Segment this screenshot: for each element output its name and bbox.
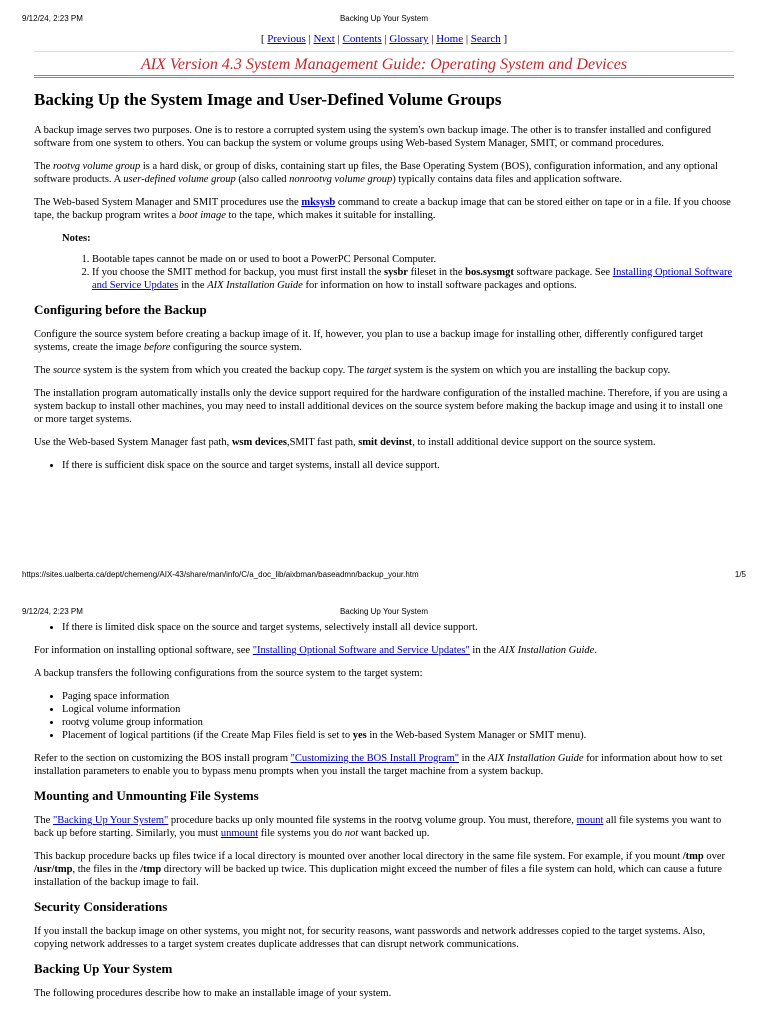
installing-optional-software-link[interactable]: Installing Optional Software and Service Updates: [92, 267, 733, 291]
disk-space-list: [34, 459, 734, 472]
procedures-paragraph: The following procedures describe how to make an installable image of your system.: [34, 988, 392, 999]
nav-divider: [34, 51, 734, 52]
mount-link[interactable]: mount: [576, 815, 604, 826]
header-title: Backing Up Your System: [339, 607, 429, 616]
list-item: • If there is limited disk space on the source and target systems, selectively install all device support.: [62, 621, 734, 634]
section-heading-backing-up: Backing Up Your System: [34, 961, 173, 976]
title-divider: [34, 75, 734, 78]
nav-previous-link[interactable]: Previous: [267, 33, 306, 45]
list-item: • Logical volume information: [62, 703, 734, 716]
list-item: 1. Bootable tapes cannot be made on or used to boot a PowerPC Personal Computer.: [92, 253, 734, 266]
notes-list: [34, 253, 734, 292]
backing-up-your-system-link[interactable]: "Backing Up Your System": [52, 815, 169, 826]
twice-paragraph: This backup procedure backs up files twice if a local directory is mounted over another local directory in the same file system. For example, if you mount /tmp over /usr/tmp, the files in the /tmp directory will be backed up twice. This duplication might exceed the number of files a file system can hold, which can cause a future installation of the backup image to fail.: [34, 851, 726, 888]
list-item: 2. If you choose the SMIT method for backup, you must first install the sysbr fileset in the bos.sysmgt software package. See Installing Optional Software and Service Updates in the AIX Installation Guide for information on how to install software packages and options.: [92, 266, 734, 292]
list-item: • Paging space information: [62, 690, 734, 703]
section-heading-mounting: Mounting and Unmounting File Systems: [34, 788, 259, 803]
page1: [34, 33, 734, 482]
unmount-link[interactable]: unmount: [220, 828, 259, 839]
security-paragraph: If you install the backup image on other systems, you might not, for security reasons, want passwords and network addresses copied to the target systems. Also, copying network addresses to a target system creates duplicate addresses that can disrupt network communications.: [34, 926, 706, 950]
nav-glossary-link[interactable]: Glossary: [389, 33, 429, 45]
page2: [34, 621, 734, 1010]
notes-label: Notes:: [62, 233, 91, 244]
rootvg-paragraph: The rootvg volume group is a hard disk, or group of disks, containing start up files, the Base Operating System (BOS), configuration information, and any optional software products. A user-defined volume group (also called nonrootvg volume group) typically contains data files and application software.: [34, 161, 718, 185]
customizing-bos-install-link[interactable]: "Customizing the BOS Install Program": [290, 753, 460, 764]
disk-space-list-continued: [34, 621, 734, 634]
section-heading-configuring: Configuring before the Backup: [34, 302, 207, 317]
fast-path-paragraph: Use the Web-based System Manager fast path, wsm devices,SMIT fast path, smit devinst, to install additional device support on the source system.: [34, 437, 656, 448]
optional-software-paragraph: For information on installing optional software, see "Installing Optional Software and Service Updates" in the AIX Installation Guide.: [34, 645, 597, 656]
footer-page-number: 1/5: [734, 570, 746, 579]
page1-header: [0, 14, 768, 28]
nav-next-link[interactable]: Next: [313, 33, 335, 45]
nav-contents-link[interactable]: Contents: [342, 33, 382, 45]
list-item: • Placement of logical partitions (if the Create Map Files field is set to yes in the Web-based System Manager or SMIT menu).: [62, 729, 734, 742]
header-title: Backing Up Your System: [339, 14, 429, 23]
guide-title: AIX Version 4.3 System Management Guide: Operating System and Devices: [140, 56, 628, 73]
mksysb-paragraph: The Web-based System Manager and SMIT procedures use the mksysb command to create a backup image that can be stored either on tape or in a file. If you choose tape, the backup program writes a boot image to the tape, which makes it suitable for installing.: [34, 197, 731, 221]
nav-bar: [ Previous | Next | Contents | Glossary | Home | Search ]: [260, 33, 508, 45]
header-datetime: 9/12/24, 2:23 PM: [22, 14, 83, 23]
nav-search-link[interactable]: Search: [470, 33, 501, 45]
configure-paragraph: Configure the source system before creating a backup image of it. If, however, you plan to use a backup image for installing other, differently configured target systems, create the image before configuring the source system.: [34, 329, 704, 353]
configuration-list: [34, 690, 734, 742]
list-item: • rootvg volume group information: [62, 716, 734, 729]
mksysb-link[interactable]: mksysb: [301, 197, 336, 208]
header-datetime: 9/12/24, 2:23 PM: [22, 607, 83, 616]
source-target-paragraph: The source system is the system from which you created the backup copy. The target system is the system on which you are installing the backup copy.: [34, 365, 671, 376]
intro-paragraph: A backup image serves two purposes. One is to restore a corrupted system using the system's own backup image. The other is to transfer installed and configured software from one system to others. You can backup the system or volume groups using Web-based System Manager, SMIT, or command procedures.: [34, 125, 712, 149]
device-support-paragraph: The installation program automatically installs only the device support required for the hardware configuration of the installed machine. Therefore, if you are using a system backup to install other machines, you may need to install additional devices on the source system before making the backup image and using it to install one or more target systems.: [34, 388, 728, 425]
nav-home-link[interactable]: Home: [436, 33, 464, 45]
transfer-paragraph: A backup transfers the following configurations from the source system to the target system:: [34, 668, 423, 679]
footer-url: https://sites.ualberta.ca/dept/chemeng/AIX-43/share/man/info/C/a_doc_lib/aixbman/baseadmn/backup_your.htm: [22, 570, 419, 579]
mounted-paragraph: The "Backing Up Your System" procedure backs up only mounted file systems in the rootvg volume group. You must, therefore, mount all file systems you want to back up before starting. Similarly, you must unmount file systems you do not want backed up.: [34, 815, 722, 839]
page2-header: [0, 607, 768, 621]
page-title: Backing Up the System Image and User-Defined Volume Groups: [34, 90, 502, 109]
section-heading-security: Security Considerations: [34, 899, 168, 914]
customizing-paragraph: Refer to the section on customizing the BOS install program "Customizing the BOS Install Program" in the AIX Installation Guide for information about how to set installation parameters to enable you to bypass menu prompts when you install the target machine from a system backup.: [34, 753, 723, 777]
page1-footer: [0, 570, 768, 584]
list-item: • If there is sufficient disk space on the source and target systems, install all device support.: [62, 459, 734, 472]
installing-optional-software-link[interactable]: "Installing Optional Software and Service Updates": [252, 645, 470, 656]
